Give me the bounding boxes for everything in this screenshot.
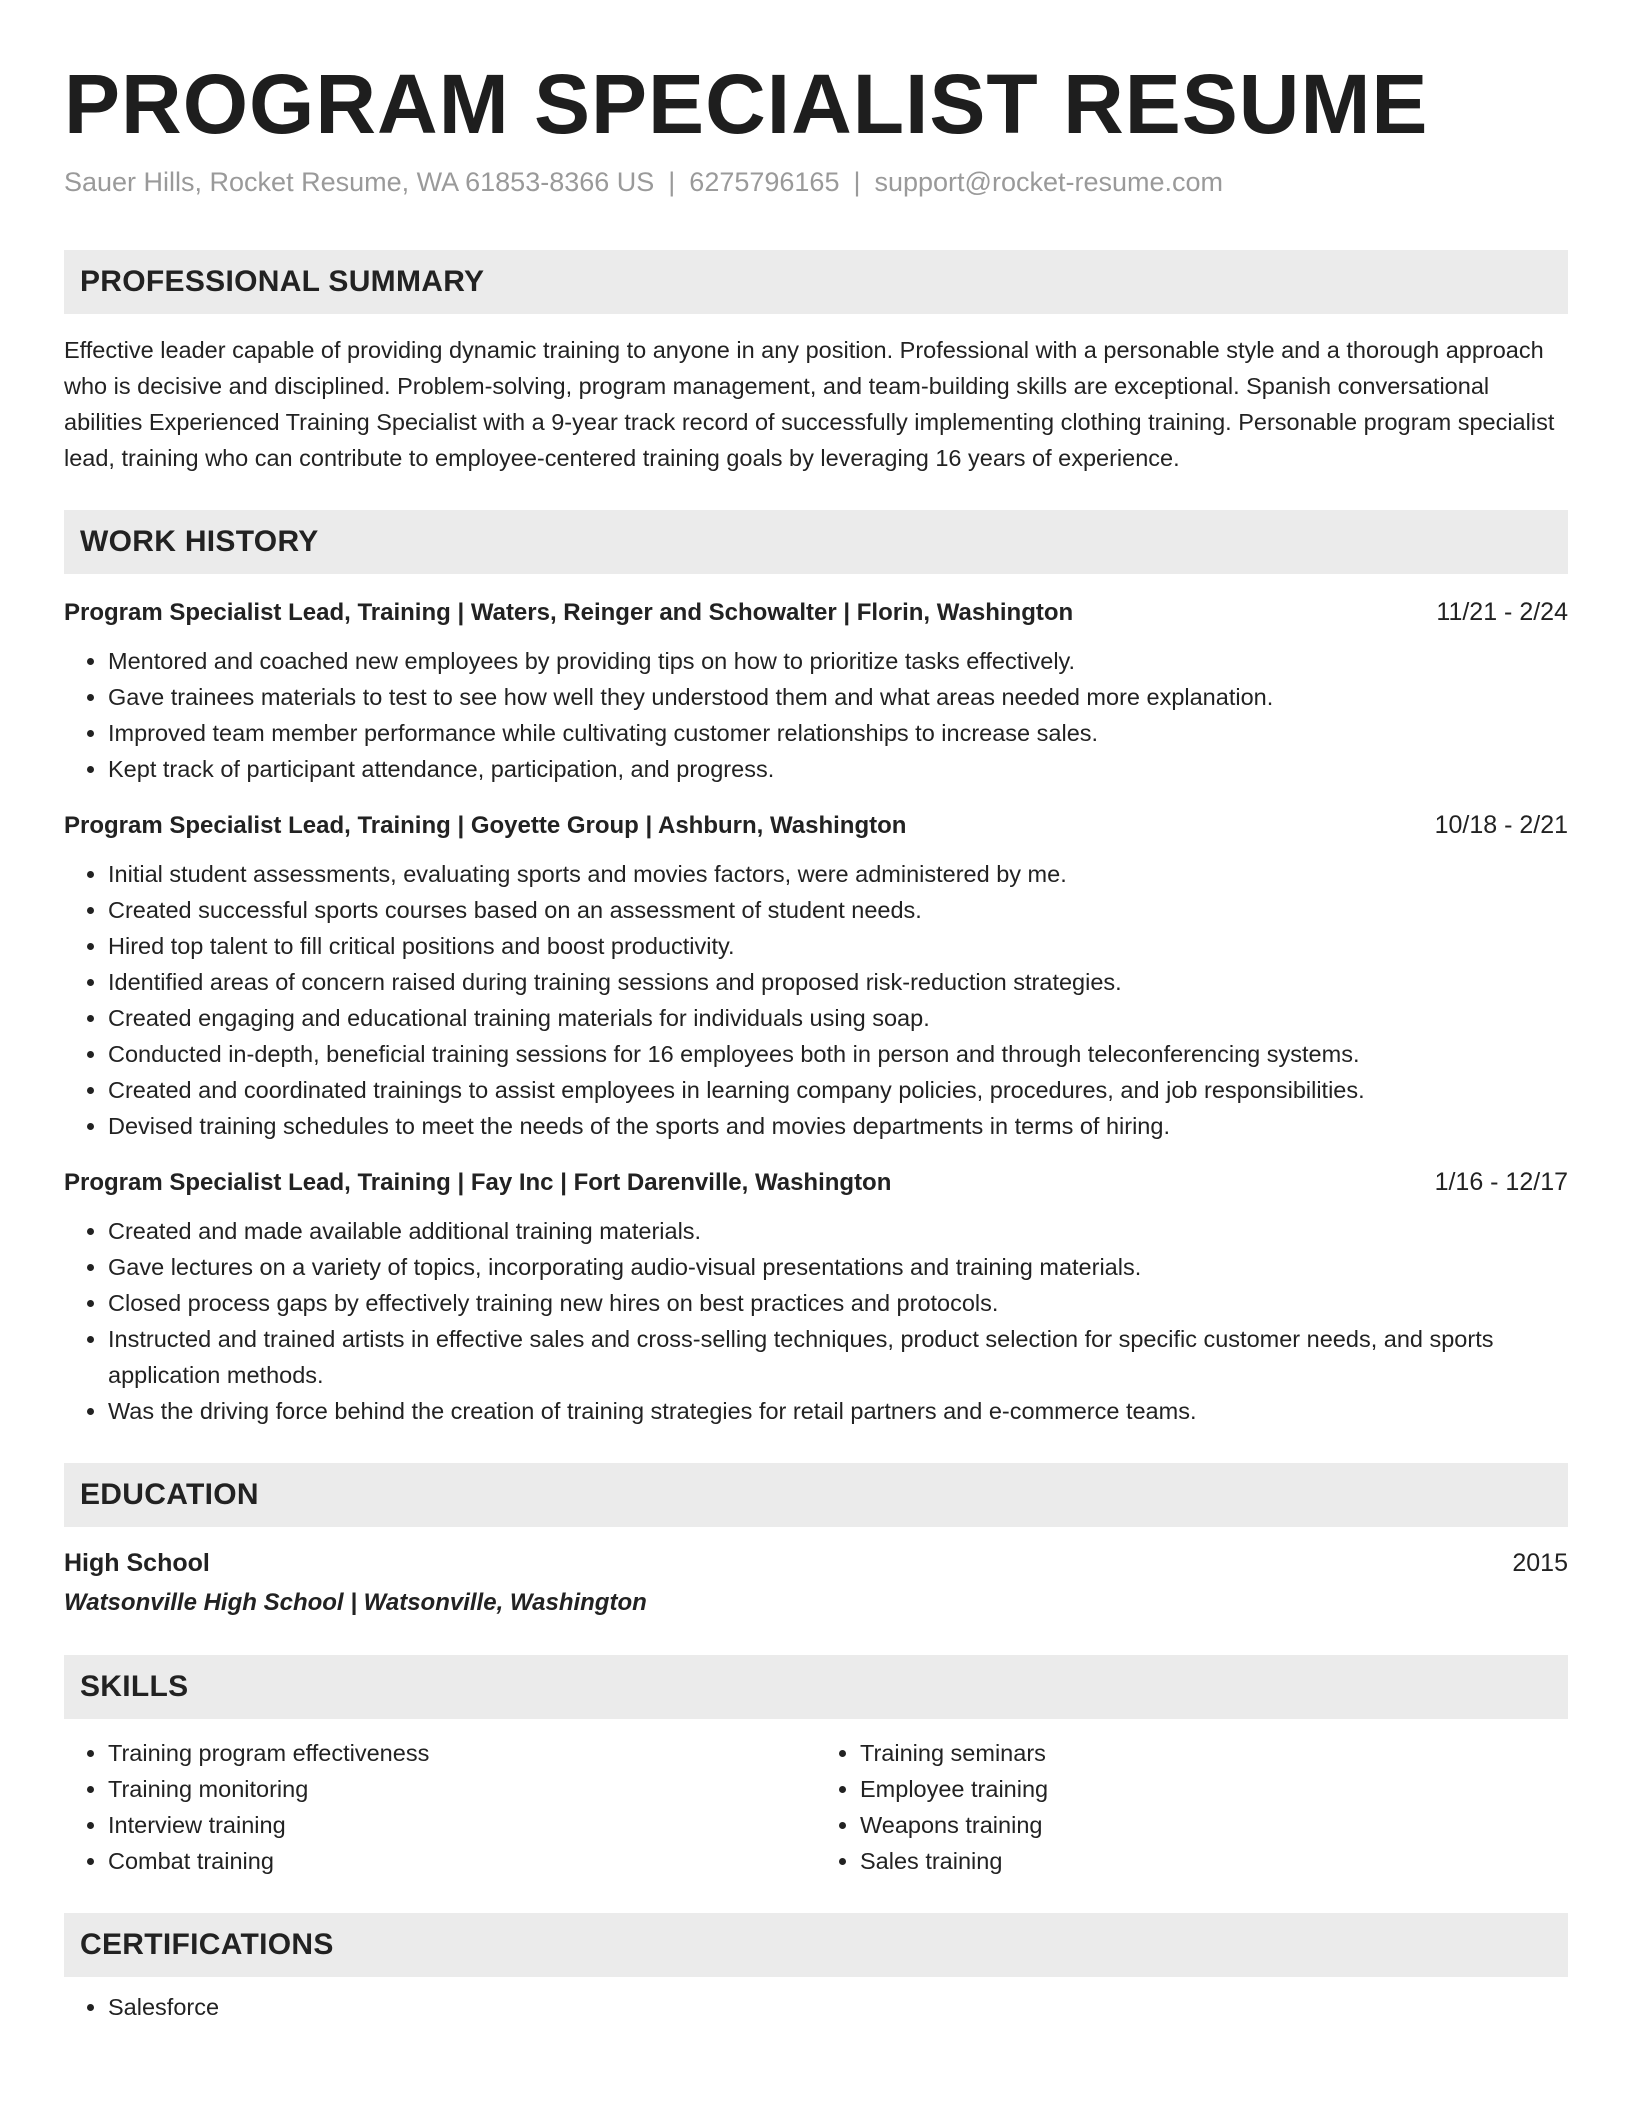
skills-column-left bbox=[64, 1735, 816, 1879]
certifications-list bbox=[64, 1989, 1568, 2025]
job-bullets bbox=[64, 1213, 1568, 1429]
list-item: • Conducted in-depth, beneficial training sessions for 16 employees both in person and through teleconferencing systems. bbox=[108, 1036, 1568, 1072]
job-header bbox=[64, 807, 1568, 844]
certification-item: • Salesforce bbox=[108, 1989, 1568, 2025]
contact-line bbox=[64, 164, 1568, 200]
list-item: • Closed process gaps by effectively training new hires on best practices and protocols. bbox=[108, 1285, 1568, 1321]
section-header-skills: SKILLS bbox=[64, 1655, 1568, 1719]
job-header bbox=[64, 1164, 1568, 1201]
list-item: • Created engaging and educational training materials for individuals using soap. bbox=[108, 1000, 1568, 1036]
job-title: Program Specialist Lead, Training | Waters, Reinger and Schowalter | Florin, Washington bbox=[64, 599, 1074, 626]
contact-address: Sauer Hills, Rocket Resume, WA 61853-8366 US bbox=[64, 167, 655, 197]
skill-item: • Weapons training bbox=[860, 1807, 1568, 1843]
skill-item: • Training program effectiveness bbox=[108, 1735, 816, 1771]
list-item: • Kept track of participant attendance, participation, and progress. bbox=[108, 751, 1568, 787]
resume-title: PROGRAM SPECIALIST RESUME bbox=[64, 57, 1429, 151]
list-item: • Improved team member performance while cultivating customer relationships to increase sales. bbox=[108, 715, 1568, 751]
job-bullets bbox=[64, 643, 1568, 787]
skill-item: • Interview training bbox=[108, 1807, 816, 1843]
job-dates: 1/16 - 12/17 bbox=[1434, 1168, 1568, 1196]
contact-separator: | bbox=[853, 167, 861, 197]
skills-grid bbox=[64, 1735, 1568, 1879]
skill-item: • Training seminars bbox=[860, 1735, 1568, 1771]
contact-phone: 6275796165 bbox=[689, 167, 840, 197]
job-title: Program Specialist Lead, Training | Goyette Group | Ashburn, Washington bbox=[64, 812, 907, 839]
skill-item: • Training monitoring bbox=[108, 1771, 816, 1807]
resume-page bbox=[64, 56, 1568, 2025]
summary-text: Effective leader capable of providing dynamic training to anyone in any position. Professional with a personable style and a thorough approach who is decisive and disciplined. Problem-solving, program management, and team-building skills are exceptional. Spanish conversational abilities Experienced Training Specialist with a 9-year track record of successfully implementing clothing training. Personable program specialist lead, training who can contribute to employee-centered training goals by leveraging 16 years of experience. bbox=[64, 337, 1555, 471]
list-item: • Identified areas of concern raised during training sessions and proposed risk-reduction strategies. bbox=[108, 964, 1568, 1000]
section-header-certifications: CERTIFICATIONS bbox=[64, 1913, 1568, 1977]
section-header-work-history: WORK HISTORY bbox=[64, 510, 1568, 574]
contact-separator: | bbox=[668, 167, 676, 197]
job-header bbox=[64, 594, 1568, 631]
job-entry bbox=[64, 807, 1568, 1144]
list-item: • Hired top talent to fill critical positions and boost productivity. bbox=[108, 928, 1568, 964]
contact-email: support@rocket-resume.com bbox=[874, 167, 1224, 197]
list-item: • Devised training schedules to meet the needs of the sports and movies departments in terms of hiring. bbox=[108, 1108, 1568, 1144]
list-item: • Created successful sports courses based on an assessment of student needs. bbox=[108, 892, 1568, 928]
education-school: Watsonville High School | Watsonville, Washington bbox=[64, 1589, 647, 1616]
education-entry bbox=[64, 1545, 1568, 1581]
job-entry bbox=[64, 594, 1568, 787]
skills-column-right bbox=[816, 1735, 1568, 1879]
list-item: • Instructed and trained artists in effective sales and cross-selling techniques, product selection for specific customer needs, and sports application methods. bbox=[108, 1321, 1568, 1393]
list-item: • Gave lectures on a variety of topics, incorporating audio-visual presentations and training materials. bbox=[108, 1249, 1568, 1285]
job-title: Program Specialist Lead, Training | Fay Inc | Fort Darenville, Washington bbox=[64, 1169, 892, 1196]
education-degree: High School bbox=[64, 1549, 210, 1577]
list-item: • Gave trainees materials to test to see how well they understood them and what areas needed more explanation. bbox=[108, 679, 1568, 715]
list-item: • Was the driving force behind the creation of training strategies for retail partners and e-commerce teams. bbox=[108, 1393, 1568, 1429]
job-dates: 11/21 - 2/24 bbox=[1436, 598, 1568, 626]
skill-item: • Sales training bbox=[860, 1843, 1568, 1879]
job-dates: 10/18 - 2/21 bbox=[1434, 811, 1568, 839]
job-entry bbox=[64, 1164, 1568, 1429]
job-bullets bbox=[64, 856, 1568, 1144]
list-item: • Initial student assessments, evaluating sports and movies factors, were administered by me. bbox=[108, 856, 1568, 892]
skill-item: • Employee training bbox=[860, 1771, 1568, 1807]
list-item: • Created and coordinated trainings to assist employees in learning company policies, procedures, and job responsibilities. bbox=[108, 1072, 1568, 1108]
section-header-summary: PROFESSIONAL SUMMARY bbox=[64, 250, 1568, 314]
list-item: • Created and made available additional training materials. bbox=[108, 1213, 1568, 1249]
education-year: 2015 bbox=[1512, 1549, 1568, 1577]
section-header-education: EDUCATION bbox=[64, 1463, 1568, 1527]
skill-item: • Combat training bbox=[108, 1843, 816, 1879]
list-item: • Mentored and coached new employees by providing tips on how to prioritize tasks effectively. bbox=[108, 643, 1568, 679]
